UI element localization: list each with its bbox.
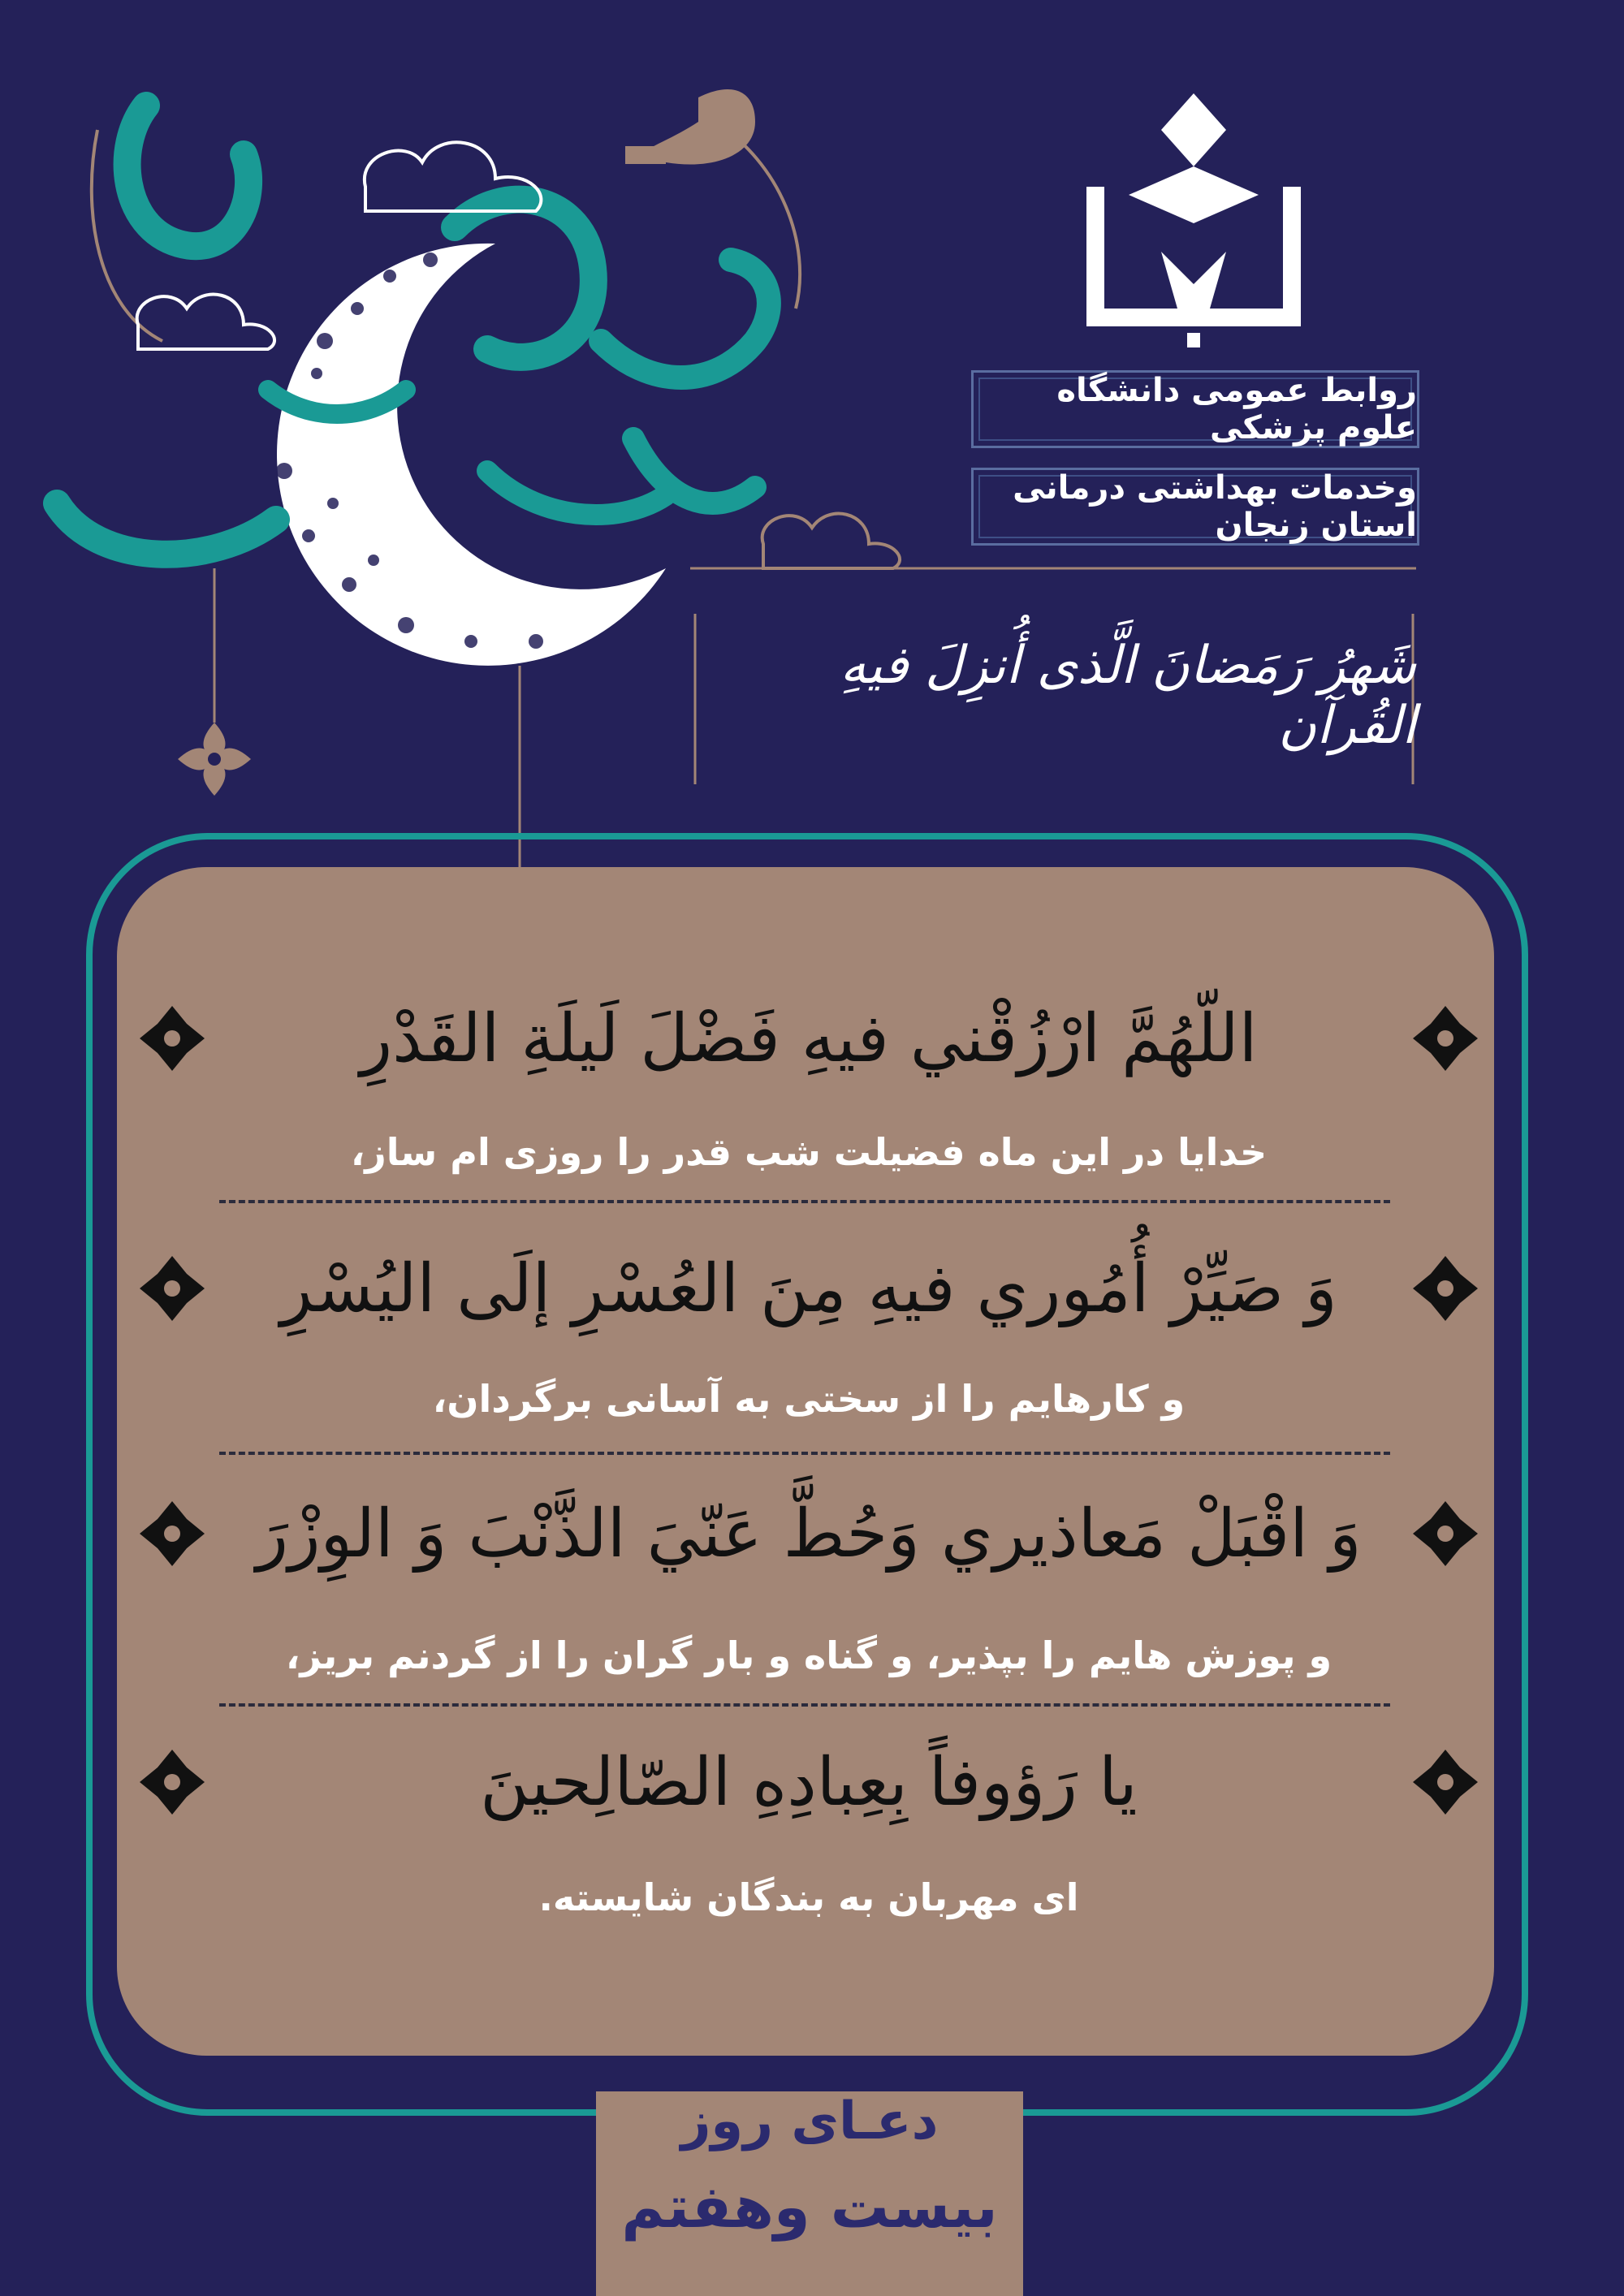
crescent-moon-icon	[276, 244, 666, 666]
prayer-arabic-2: وَ صَيِّرْ أُمُوري فيهِ مِنَ العُسْرِ إلَى اليُسْرِ	[280, 1249, 1337, 1327]
quran-verse-banner: شَهرُ رَمَضانَ الَّذی أُنزِلَ فیهِ القُرآن	[840, 636, 1416, 756]
prayer-arabic-3: وَ اقْبَلْ مَعاذيري وَحُطَّ عَنّيَ الذَّنْبَ وَ الوِزْرَ	[256, 1495, 1362, 1573]
diamond-ornament-icon	[136, 1003, 208, 1074]
prayer-arabic-1: اللّهُمَّ ارْزُقْني فيهِ فَضْلَ لَيلَةِ القَدْرِ	[360, 999, 1258, 1077]
divider	[219, 1200, 1390, 1203]
flower-ornament-icon	[178, 723, 251, 796]
prayer-translation-3: و پوزش هایم را بپذیر، و گناه و بار گران را از گردنم بریز،	[285, 1634, 1332, 1677]
prayer-line-1	[136, 986, 1481, 1091]
prayer-line-2	[136, 1236, 1481, 1341]
university-logo-icon	[1086, 93, 1301, 347]
divider	[219, 1703, 1390, 1707]
org-name-line-1	[971, 370, 1419, 448]
org-name-line-2	[971, 468, 1419, 546]
bird-ornament-icon	[625, 89, 755, 165]
diamond-ornament-icon	[1410, 1003, 1481, 1074]
diamond-ornament-icon	[136, 1498, 208, 1569]
diamond-ornament-icon	[136, 1746, 208, 1818]
org-name-text-2: وخدمات بهداشتی درمانی استان زنجان	[1013, 469, 1417, 544]
day-label-number: بیست وهفتم	[621, 2173, 998, 2241]
diamond-ornament-icon	[1410, 1253, 1481, 1324]
diamond-ornament-icon	[1410, 1498, 1481, 1569]
prayer-arabic-4: يا رَؤوفاً بِعِبادِهِ الصّالِحينَ	[480, 1743, 1138, 1821]
prayer-line-4	[136, 1729, 1481, 1835]
divider	[219, 1452, 1390, 1455]
diamond-ornament-icon	[136, 1253, 208, 1324]
prayer-line-3	[136, 1481, 1481, 1586]
diamond-ornament-icon	[1410, 1746, 1481, 1818]
org-name-text-1: روابط عمومی دانشگاه علوم پزشکی	[1056, 372, 1417, 447]
prayer-translation-1: خدایا در این ماه فضیلت شب قدر را روزی ام ساز،	[350, 1130, 1268, 1174]
prayer-translation-2: و کارهایم را از سختی به آسانی برگردان،	[432, 1377, 1186, 1421]
prayer-translation-4: ای مهربان به بندگان شایسته.	[538, 1875, 1079, 1919]
day-label-title: دعـای روز	[680, 2091, 939, 2151]
